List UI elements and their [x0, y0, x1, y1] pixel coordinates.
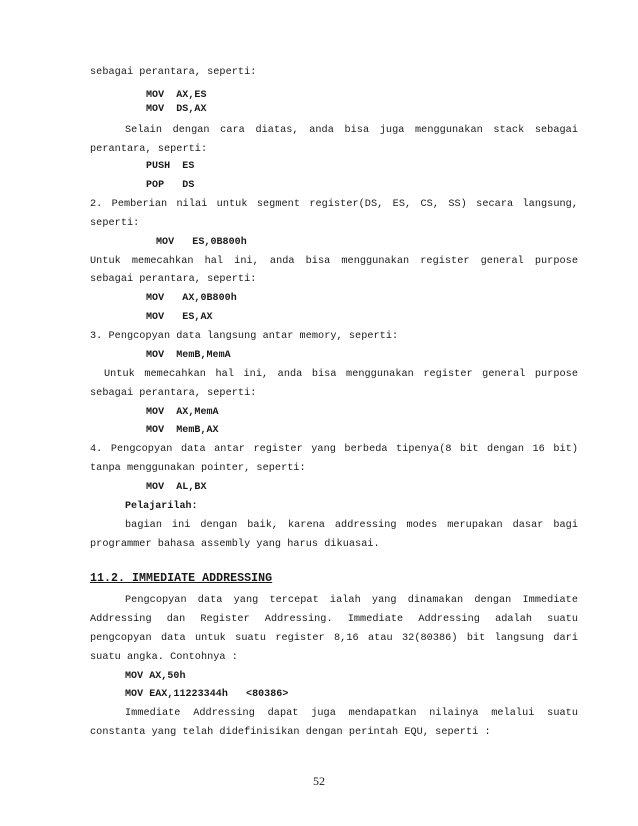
- paragraph-line: Addressing dan Register Addressing. Immediate Addressing adalah suatu: [90, 614, 578, 625]
- text-line: perantara, seperti:: [90, 144, 208, 155]
- paragraph-line: bagian ini dengan baik, karena addressing modes merupakan dasar bagi: [125, 520, 578, 531]
- code-line: MOV ES,AX: [146, 312, 213, 323]
- text-line: constanta yang telah didefinisikan dengan perintah EQU, seperti :: [90, 727, 491, 738]
- code-line: MOV AX,50h: [125, 671, 186, 682]
- paragraph-line: Selain dengan cara diatas, anda bisa juga menggunakan stack sebagai: [125, 125, 578, 136]
- note-label: Pelajarilah:: [125, 501, 198, 512]
- text-line: suatu angka. Contohnya :: [90, 652, 238, 663]
- list-item-2: 2. Pemberian nilai untuk segment register(DS, ES, CS, SS) secara langsung,: [90, 199, 578, 210]
- list-item-4: 4. Pengcopyan data antar register yang berbeda tipenya(8 bit dengan 16 bit): [90, 444, 578, 455]
- code-line: MOV EAX,11223344h <80386>: [125, 689, 289, 700]
- paragraph-line: Untuk memecahkan hal ini, anda bisa menggunakan register general purpose: [90, 256, 578, 267]
- code-line: MOV ES,0B800h: [156, 237, 247, 248]
- text-line: seperti:: [90, 218, 140, 229]
- code-line: PUSH ES: [146, 161, 195, 172]
- text-line: programmer bahasa assembly yang harus dikuasai.: [90, 539, 380, 550]
- text-line: sebagai perantara, seperti:: [90, 274, 257, 285]
- text-line: sebagai perantara, seperti:: [90, 388, 257, 399]
- code-line: MOV AX,ES: [146, 90, 207, 101]
- code-line: POP DS: [146, 180, 195, 191]
- paragraph-line: Immediate Addressing dapat juga mendapatkan nilainya melalui suatu: [125, 708, 578, 719]
- page-number: 52: [313, 774, 325, 788]
- text-line: tanpa menggunakan pointer, seperti:: [90, 463, 306, 474]
- code-line: MOV MemB,MemA: [146, 350, 231, 361]
- code-line: MOV AX,MemA: [146, 407, 219, 418]
- paragraph-line: Untuk memecahkan hal ini, anda bisa menggunakan register general purpose: [104, 369, 578, 380]
- code-line: MOV AL,BX: [146, 482, 207, 493]
- code-line: MOV AX,0B800h: [146, 293, 237, 304]
- code-line: MOV MemB,AX: [146, 425, 219, 436]
- code-line: MOV DS,AX: [146, 104, 207, 115]
- text-line: sebagai perantara, seperti:: [90, 67, 257, 78]
- list-item-3: 3. Pengcopyan data langsung antar memory, seperti:: [90, 331, 399, 342]
- section-heading: 11.2. IMMEDIATE ADDRESSING: [90, 572, 273, 585]
- paragraph-line: Pengcopyan data yang tercepat ialah yang dinamakan dengan Immediate: [125, 595, 578, 606]
- paragraph-line: pengcopyan data untuk suatu register 8,16 atau 32(80386) bit langsung dari: [90, 633, 578, 644]
